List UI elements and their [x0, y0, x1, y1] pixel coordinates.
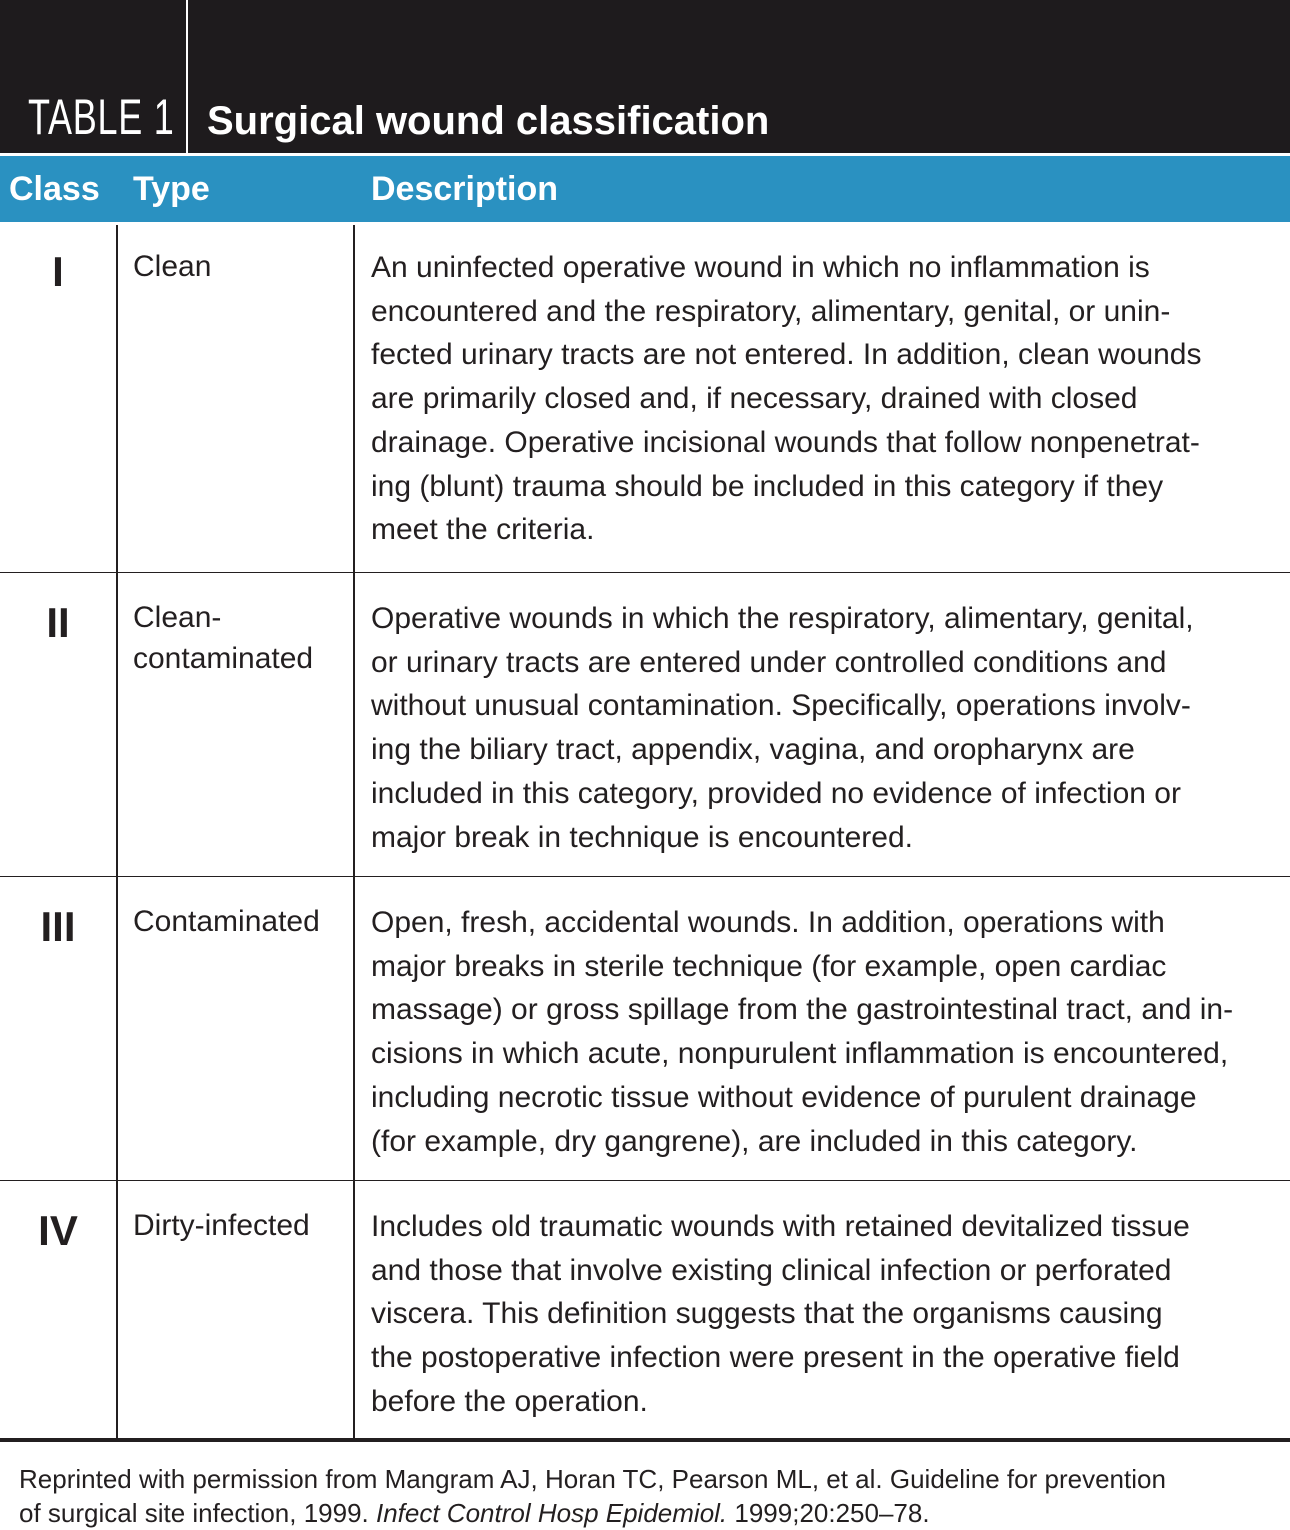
description-line: An uninfected operative wound in which no inflammation is [371, 251, 1150, 284]
class-cell: IV [38, 1207, 78, 1254]
type-line: Dirty-infected [133, 1209, 310, 1242]
description-cell [371, 901, 1233, 1163]
column-divider [116, 1181, 118, 1440]
type-line: contaminated [133, 642, 314, 675]
footnote-line-1: Reprinted with permission from Mangram AJ, Horan TC, Pearson ML, et al. Guideline for prevention [19, 1464, 1166, 1494]
column-divider [353, 225, 355, 572]
description-line: drainage. Operative incisional wounds that follow nonpenetrat- [371, 425, 1200, 459]
description-line: before the operation. [371, 1384, 648, 1418]
type-cell [133, 597, 313, 679]
description-line: and those that involve existing clinical infection or perforated [371, 1253, 1172, 1287]
description-cell [371, 597, 1194, 859]
description-line: or urinary tracts are entered under controlled conditions and [371, 645, 1167, 679]
footnote-text: of surgical site infection, 1999. [19, 1498, 376, 1528]
type-cell [133, 246, 211, 287]
description-line: (for example, dry gangrene), are included in this category. [371, 1124, 1138, 1158]
type-line: Contaminated [133, 905, 320, 938]
table-title: Surgical wound classification [207, 99, 770, 143]
type-line: Clean- [133, 601, 222, 634]
description-line: cisions in which acute, nonpurulent inflammation is encountered, [371, 1037, 1229, 1071]
column-header-row [0, 156, 1290, 222]
footnote-journal: Infect Control Hosp Epidemiol. [375, 1498, 728, 1528]
description-cell [371, 246, 1202, 552]
table-label: TABLE 1 [28, 89, 175, 145]
table-row [0, 1180, 1290, 1440]
description-line: without unusual contamination. Specifically, operations involv- [371, 689, 1191, 723]
class-cell: I [52, 248, 64, 295]
description-line: meet the criteria. [371, 513, 595, 547]
description-line: encountered and the respiratory, alimentary, genital, or unin- [371, 294, 1171, 328]
column-header-type: Type [133, 170, 210, 208]
column-divider [116, 225, 118, 572]
column-divider [116, 877, 118, 1181]
description-line: the postoperative infection were present in the operative field [371, 1341, 1180, 1375]
type-line: Clean [133, 250, 212, 283]
column-divider [353, 1181, 355, 1440]
class-cell: II [46, 599, 70, 646]
footnote-line-2 [19, 1496, 1166, 1530]
description-line: massage) or gross spillage from the gastrointestinal tract, and in- [371, 993, 1234, 1027]
description-line: Includes old traumatic wounds with retained devitalized tissue [371, 1210, 1190, 1243]
description-line: ing (blunt) trauma should be included in this category if they [371, 469, 1164, 503]
table-row [0, 222, 1290, 572]
title-divider [186, 0, 188, 153]
table-row [0, 572, 1290, 877]
bottom-rule [0, 1438, 1290, 1442]
description-cell [371, 1205, 1190, 1424]
description-line: included in this category, provided no evidence of infection or [371, 776, 1181, 810]
footnote [19, 1462, 1166, 1530]
description-line: viscera. This definition suggests that the organisms causing [371, 1297, 1163, 1331]
footnote-citation: 1999;20:250–78. [727, 1498, 930, 1528]
description-line: including necrotic tissue without evidence of purulent drainage [371, 1080, 1197, 1114]
title-bar [0, 0, 1290, 153]
type-cell [133, 1205, 310, 1246]
description-line: ing the biliary tract, appendix, vagina, and oropharynx are [371, 733, 1135, 767]
table-row [0, 876, 1290, 1181]
description-line: are primarily closed and, if necessary, drained with closed [371, 382, 1138, 416]
description-line: Operative wounds in which the respiratory, alimentary, genital, [371, 602, 1194, 635]
description-line: major breaks in sterile technique (for example, open cardiac [371, 949, 1167, 983]
column-header-class: Class [9, 170, 100, 208]
type-cell [133, 901, 320, 942]
column-divider [116, 573, 118, 877]
description-line: major break in technique is encountered. [371, 820, 913, 854]
column-header-description: Description [371, 170, 559, 208]
column-divider [353, 573, 355, 877]
class-cell: III [40, 903, 76, 950]
description-line: fected urinary tracts are not entered. In addition, clean wounds [371, 338, 1202, 372]
description-line: Open, fresh, accidental wounds. In addition, operations with [371, 906, 1165, 939]
column-divider [353, 877, 355, 1181]
